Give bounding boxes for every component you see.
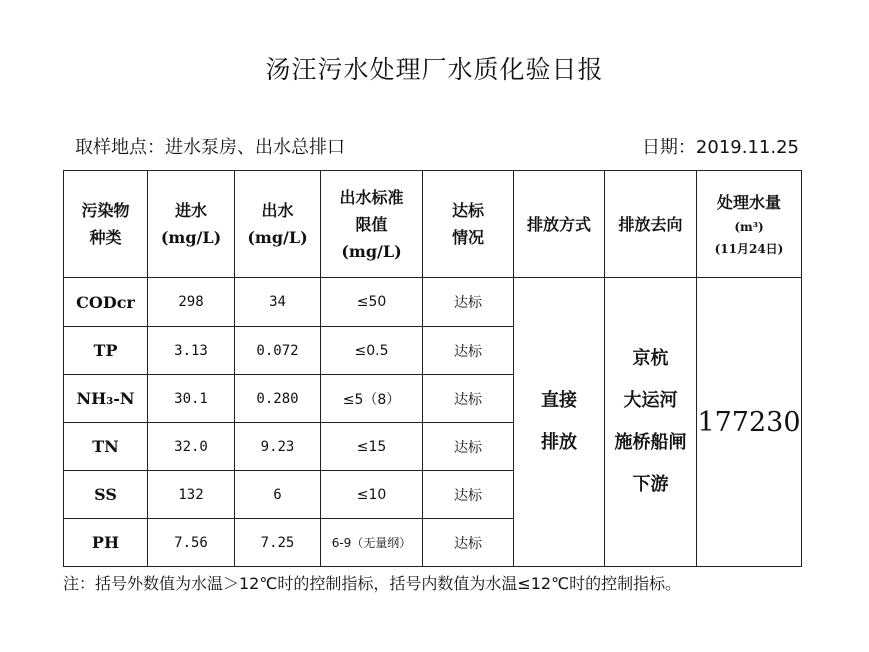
effluent-value: 34 [235, 278, 321, 327]
effluent-value: 7.25 [235, 519, 321, 567]
pollutant-name: TN [64, 423, 148, 471]
status-value: 达标 [423, 423, 514, 471]
effluent-value: 6 [235, 471, 321, 519]
status-value: 达标 [423, 375, 514, 423]
header-discharge-method: 排放方式 [514, 171, 605, 278]
treated-volume: 177230 [697, 278, 802, 567]
status-value: 达标 [423, 327, 514, 375]
influent-value: 298 [148, 278, 235, 327]
limit-value: ≤50 [321, 278, 423, 327]
water-quality-table [63, 170, 802, 567]
header-pollutant: 污染物 种类 [64, 171, 148, 278]
pollutant-name: TP [64, 327, 148, 375]
header-discharge-direction: 排放去向 [605, 171, 697, 278]
limit-value: 6-9（无量纲） [321, 519, 423, 567]
pollutant-name: NH₃-N [64, 375, 148, 423]
effluent-value: 0.072 [235, 327, 321, 375]
footnote: 注：括号外数值为水温＞12℃时的控制指标，括号内数值为水温≤12℃时的控制指标。 [63, 574, 682, 593]
limit-value: ≤0.5 [321, 327, 423, 375]
table-row [64, 278, 802, 327]
status-value: 达标 [423, 519, 514, 567]
discharge-direction-cell: 京杭 大运河 施桥船闸 下游 [605, 278, 697, 567]
effluent-value: 9.23 [235, 423, 321, 471]
header-limit: 出水标准 限值 (mg/L) [321, 171, 423, 278]
influent-value: 3.13 [148, 327, 235, 375]
discharge-method-cell: 直接 排放 [514, 278, 605, 567]
report-date: 日期：2019.11.25 [641, 137, 799, 158]
report-title: 汤汪污水处理厂水质化验日报 [265, 55, 604, 84]
limit-value: ≤15 [321, 423, 423, 471]
status-value: 达标 [423, 278, 514, 327]
effluent-value: 0.280 [235, 375, 321, 423]
influent-value: 32.0 [148, 423, 235, 471]
influent-value: 7.56 [148, 519, 235, 567]
influent-value: 132 [148, 471, 235, 519]
influent-value: 30.1 [148, 375, 235, 423]
status-value: 达标 [423, 471, 514, 519]
header-influent: 进水 (mg/L) [148, 171, 235, 278]
header-row [64, 171, 802, 278]
limit-value: ≤10 [321, 471, 423, 519]
pollutant-name: PH [64, 519, 148, 567]
header-status: 达标 情况 [423, 171, 514, 278]
sampling-location: 取样地点：进水泵房、出水总排口 [75, 137, 345, 158]
pollutant-name: SS [64, 471, 148, 519]
limit-value: ≤5（8） [321, 375, 423, 423]
pollutant-name: CODcr [64, 278, 148, 327]
header-effluent: 出水 (mg/L) [235, 171, 321, 278]
header-volume: 处理水量 (m³) (11月24日) [697, 171, 802, 278]
